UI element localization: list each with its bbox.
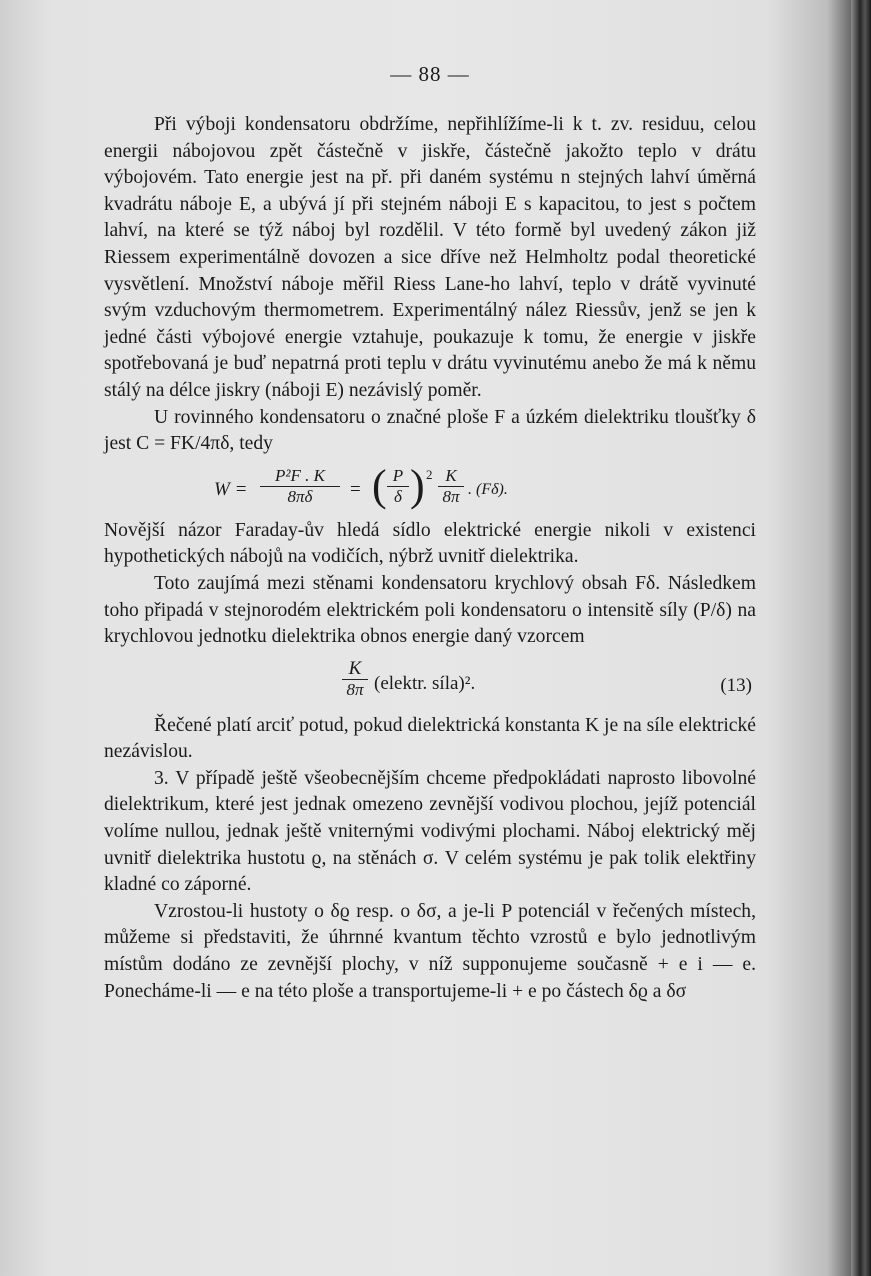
paragraph-4: Toto zaujímá mezi stěnami kondensatoru krychlový obsah Fδ. Následkem toho připadá v stejnorodém elektrickém poli kondensatoru o intensitě síly (P/δ) na krychlovou jednotku dielektrika obnos energie daný vzorcem	[104, 572, 756, 648]
book-gutter-edge	[851, 0, 871, 1276]
formula-13-denominator: 8π	[346, 679, 364, 699]
fraction-1-denominator: 8πδ	[287, 486, 313, 506]
fraction-3	[438, 466, 464, 507]
formula-tail: . (Fδ).	[468, 480, 508, 498]
formula-energy: W = P²F . K 8πδ = ( P δ ) 2 K 8π . (Fδ).	[214, 460, 508, 510]
page-number: — 88 —	[390, 62, 470, 86]
fraction-3-numerator: K	[445, 465, 457, 485]
fraction-2-denominator: δ	[394, 486, 402, 506]
paragraph-2: U rovinného kondensatoru o značné ploše F a úzkém dielektriku tloušťky δ jest C = FK/4πδ, tedy	[104, 406, 756, 455]
formula-lhs: W =	[214, 478, 248, 500]
page-body	[104, 112, 756, 1005]
paragraph-5: Řečené platí arciť potud, pokud dielektrická konstanta K je na síle elektrické nezávislou.	[104, 714, 756, 763]
formula-13-fraction	[342, 659, 368, 700]
equation-number: (13)	[720, 674, 752, 696]
fraction-2-numerator: P	[392, 465, 404, 485]
exponent: 2	[426, 466, 433, 482]
fraction-2	[387, 466, 409, 507]
formula-13-body: (elektr. síla)².	[374, 672, 476, 694]
formula-13-numerator: K	[348, 657, 362, 679]
paragraph-3: Novější názor Faraday-ův hledá sídlo elektrické energie nikoli v existenci hypothetických nábojů na vodičích, nýbrž uvnitř dielektrika.	[104, 519, 756, 568]
fraction-1	[260, 466, 340, 507]
formula-equals: =	[350, 478, 361, 500]
paragraph-6: 3. V případě ještě všeobecnějším chceme předpokládati naprosto libovolné dielektrikum, které jest jednak omezeno zevnější vodivou plochou, jejíž potenciál volíme nullou, jednak ještě vniternými vodivými plochami. Náboj elektrický měj uvnitř dielektrika hustotu ϱ, na stěnách σ. V celém systému je pak tolik elektřiny kladné co záporné.	[104, 767, 756, 896]
fraction-1-numerator: P²F . K	[275, 465, 325, 485]
paragraph-7: Vzrostou-li hustoty o δϱ resp. o δσ, a je-li P potenciál v řečených místech, můžeme si představiti, že úhrnné kvantum těchto vzrostů e bylo jednotlivým místům dodáno ze zevnější plochy, v níž supponujeme současně + e i — e. Ponecháme-li — e na této ploše a transportujeme-li + e po částech δϱ a δσ	[104, 900, 756, 1002]
paragraph-1: Při výboji kondensatoru obdržíme, nepřihlížíme-li k t. zv. residuu, celou energii nábojovou zpět částečně v jiskře, částečně jakožto teplo v drátu výbojovém. Tato energie jest na př. při daném systému n stejných lahví úměrná kvadrátu náboje E, a ubývá jí při stejném náboji E s kapacitou, to jest s počtem lahví, na které se týž náboj byl rozdělil. V této formě byl uvedený zákon již Riessem experimentálně dovozen a sice dříve než Helmholtz podal theoretické vysvětlení. Množství náboje měřil Riess Lane-ho lahví, teplo v drátě vyvinuté svým vzduchovým thermometrem. Experimentálný nález Riessův, jenž se jen k jedné části výbojové energie vztahuje, poukazuje k tomu, že energie v jiskře spotřebovaná je buď nepatrná proti teplu v drátu vyvinutému anebo že má k němu stálý na délce jiskry (náboji E) nezávislý poměr.	[104, 114, 756, 401]
formula-13	[104, 651, 756, 713]
fraction-3-denominator: 8π	[442, 486, 460, 506]
